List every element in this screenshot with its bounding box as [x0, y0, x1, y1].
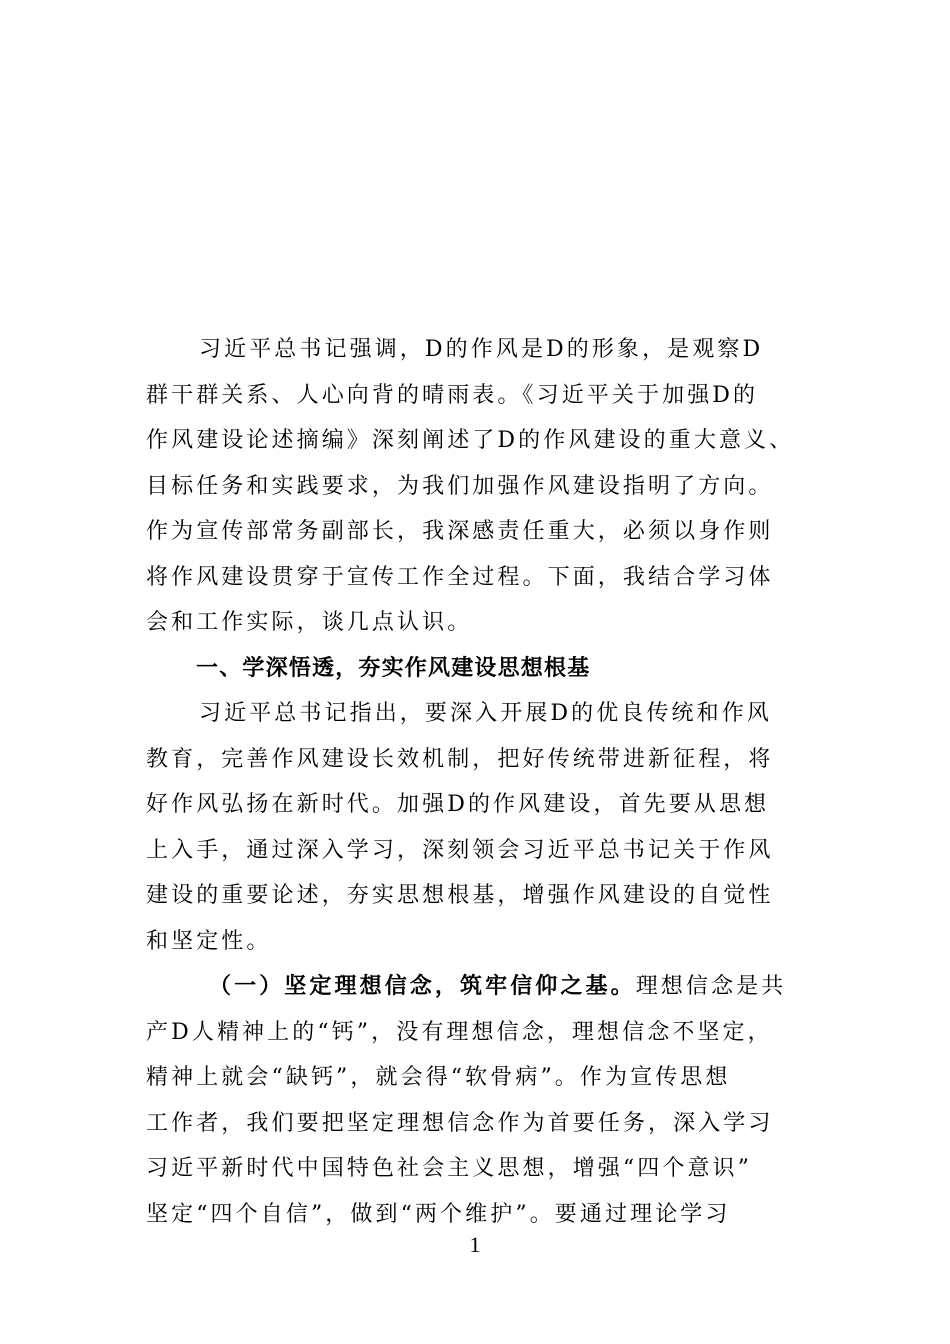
section-paragraph — [146, 691, 826, 964]
page-number: 1 — [469, 1232, 481, 1257]
text-span: 理想信念是共 — [635, 974, 787, 999]
text-line: 作风建设论述摘编》深刻阐述了D的作风建设的重大意义、 — [146, 428, 795, 453]
text-line: 将作风建设贯穿于宣传工作全过程。下面，我结合学习体 — [146, 564, 774, 590]
text-line: 产D人精神上的“钙”，没有理想信念，理想信念不坚定， — [146, 1019, 773, 1045]
text-line: 坚定“四个自信”，做到“两个维护”。要通过理论学习 — [146, 1201, 731, 1227]
text-line: 和坚定性。 — [146, 928, 272, 954]
text-line: 习近平新时代中国特色社会主义思想，增强“四个意识” — [146, 1156, 752, 1181]
text-line: 群干群关系、人心向背的晴雨表。《习近平关于加强D的 — [146, 382, 759, 408]
text-line: 会和工作实际，谈几点认识。 — [146, 610, 473, 635]
subsection-paragraph — [146, 964, 826, 1237]
document-body — [146, 327, 826, 1237]
text-line: 建设的重要论述，夯实思想根基，增强作风建设的自觉性 — [146, 883, 774, 908]
text-line: 作为宣传部常务副部长，我深感责任重大，必须以身作则 — [146, 519, 774, 544]
text-line — [146, 964, 826, 1010]
text-line: 目标任务和实践要求，为我们加强作风建设指明了方向。 — [146, 473, 774, 499]
section-heading: 一、学深悟透，夯实作风建设思想根基 — [196, 654, 591, 681]
text-line: 好作风弘扬在新时代。加强D的作风建设，首先要从思想 — [146, 792, 770, 817]
text-line: 上入手，通过深入学习，深刻领会习近平总书记关于作风 — [146, 837, 774, 863]
text-line: 习近平总书记强调，D的作风是D的形象，是观察D — [199, 337, 764, 362]
text-line: 工作者，我们要把坚定理想信念作为首要任务，深入学习 — [146, 1110, 774, 1136]
text-line: 习近平总书记指出，要深入开展D的优良传统和作风 — [199, 701, 772, 726]
intro-paragraph — [146, 327, 826, 646]
text-line: 教育，完善作风建设长效机制，把好传统带进新征程，将 — [146, 746, 774, 772]
text-line: 精神上就会“缺钙”，就会得“软骨病”。作为宣传思想 — [146, 1065, 731, 1090]
subsection-lead: （一）坚定理想信念，筑牢信仰之基。 — [209, 973, 636, 999]
